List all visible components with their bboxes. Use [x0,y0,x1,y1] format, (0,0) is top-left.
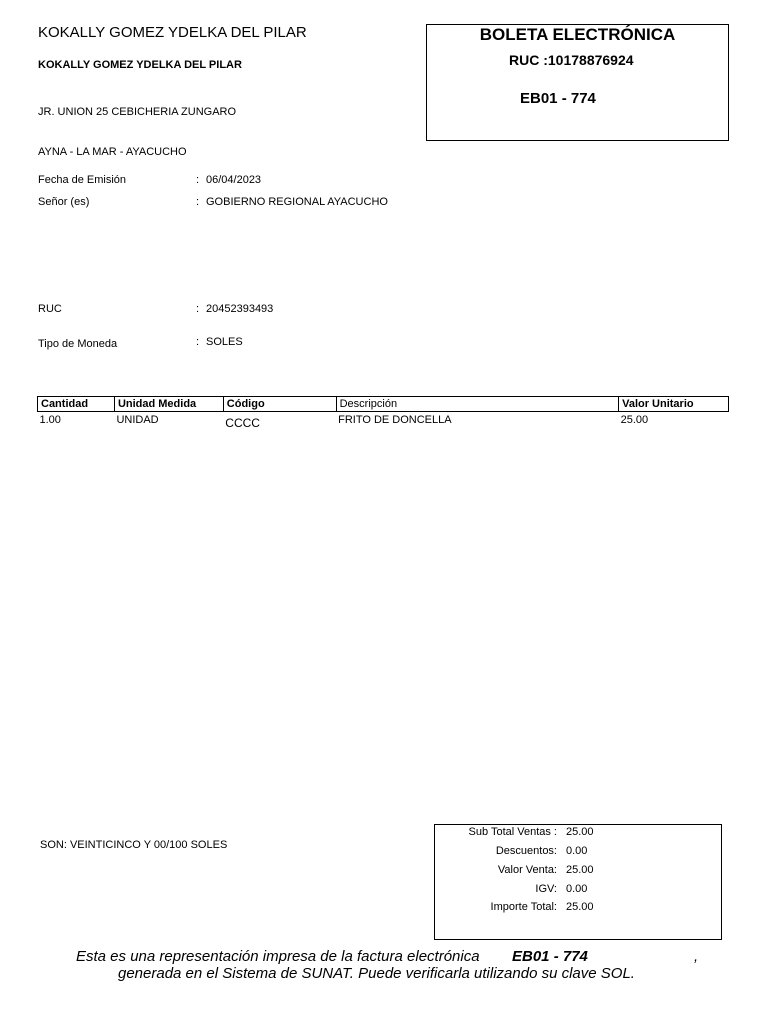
fecha-value: 06/04/2023 [206,174,262,186]
table-header-row [38,397,729,412]
moneda-value: SOLES [206,336,243,348]
cell-valor: 25.00 [620,414,649,426]
ruc-separator: : [196,303,200,315]
header-cantidad: Cantidad [38,397,115,412]
header-codigo: Código [223,397,336,412]
ruc-label: RUC [38,303,62,315]
subtotal-value: 25.00 [566,826,594,838]
footer-line-2: generada en el Sistema de SUNAT. Puede verificarla utilizando su clave SOL. [118,965,635,982]
fecha-separator: : [196,174,200,186]
totals-box [434,824,722,940]
items-table [37,396,729,432]
fecha-label: Fecha de Emisión [38,174,127,186]
cell-cantidad: 1.00 [39,414,61,426]
header-descripcion: Descripción [336,397,618,412]
importe-total-label: Importe Total: [490,901,557,913]
amount-in-words: SON: VEINTICINCO Y 00/100 SOLES [40,839,228,851]
footer-line-1: Esta es una representación impresa de la factura electrónica [76,948,480,965]
subtotal-label: Sub Total Ventas : [468,826,557,838]
descuentos-value: 0.00 [566,845,588,857]
document-title: BOLETA ELECTRÓNICA [479,25,676,44]
importe-total-value: 25.00 [566,901,594,913]
header-unidad: Unidad Medida [114,397,223,412]
igv-label: IGV: [535,883,557,895]
issuer-address: JR. UNION 25 CEBICHERIA ZUNGARO [38,106,237,118]
header-valor: Valor Unitario [619,397,729,412]
descuentos-label: Descuentos: [495,845,557,857]
ruc-value: 20452393493 [206,303,274,315]
issuer-location: AYNA - LA MAR - AYACUCHO [38,146,187,158]
igv-value: 0.00 [566,883,588,895]
issuer-ruc: RUC :10178876924 [509,52,634,68]
senor-value: GOBIERNO REGIONAL AYACUCHO [206,196,388,208]
valor-venta-label: Valor Venta: [497,864,557,876]
footer-comma: , [694,948,699,965]
cell-codigo: CCCC [225,416,260,430]
cell-descripcion: FRITO DE DONCELLA [338,414,452,426]
issuer-name: KOKALLY GOMEZ YDELKA DEL PILAR [38,24,307,41]
issuer-name-bold: KOKALLY GOMEZ YDELKA DEL PILAR [38,59,242,71]
valor-venta-value: 25.00 [566,864,594,876]
moneda-label: Tipo de Moneda [38,338,118,350]
moneda-separator: : [196,336,200,348]
footer-document-number: EB01 - 774 [512,948,588,965]
table-row [38,412,729,433]
senor-label: Señor (es) [38,196,90,208]
senor-separator: : [196,196,200,208]
cell-unidad: UNIDAD [116,414,159,426]
document-number: EB01 - 774 [520,90,596,107]
document-header-box [426,24,729,141]
